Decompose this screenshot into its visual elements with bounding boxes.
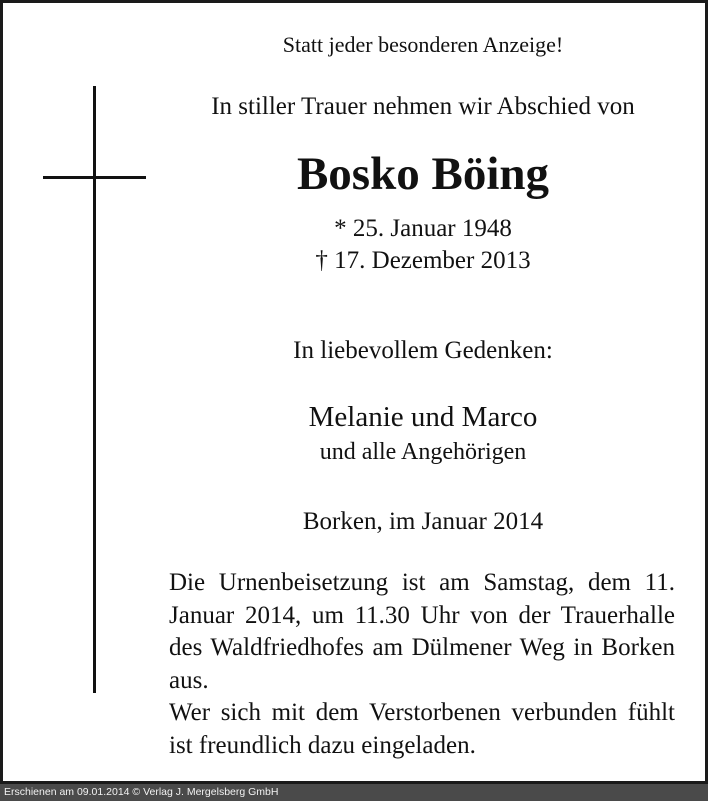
publication-footer: Erschienen am 09.01.2014 © Verlag J. Mergelsberg GmbH (0, 784, 708, 801)
death-date: † 17. Dezember 2013 (315, 247, 531, 274)
cross-horizontal-bar (43, 176, 146, 179)
place-date: Borken, im Januar 2014 (302, 508, 544, 535)
funeral-details (169, 567, 675, 762)
funeral-info-paragraph: Die Urnenbeisetzung ist am Samstag, dem 11. Januar 2014, um 11.30 Uhr von der Trauerhalle des Waldfriedhofes am Dülmener Weg in Borken aus. (169, 569, 675, 694)
birth-date: * 25. Januar 1948 (334, 215, 512, 242)
farewell-line: In stiller Trauer nehmen wir Abschied von (211, 93, 635, 120)
intro-line: Statt jeder besonderen Anzeige! (282, 32, 564, 57)
relatives-line: und alle Angehörigen (319, 439, 527, 465)
invitation-paragraph: Wer sich mit dem Verstorbenen verbunden fühlt ist freundlich dazu eingeladen. (169, 699, 675, 759)
remembrance-line: In liebevollem Gedenken: (293, 337, 553, 364)
deceased-name: Bosko Böing (296, 148, 550, 200)
mourners-names: Melanie und Marco (308, 401, 538, 433)
